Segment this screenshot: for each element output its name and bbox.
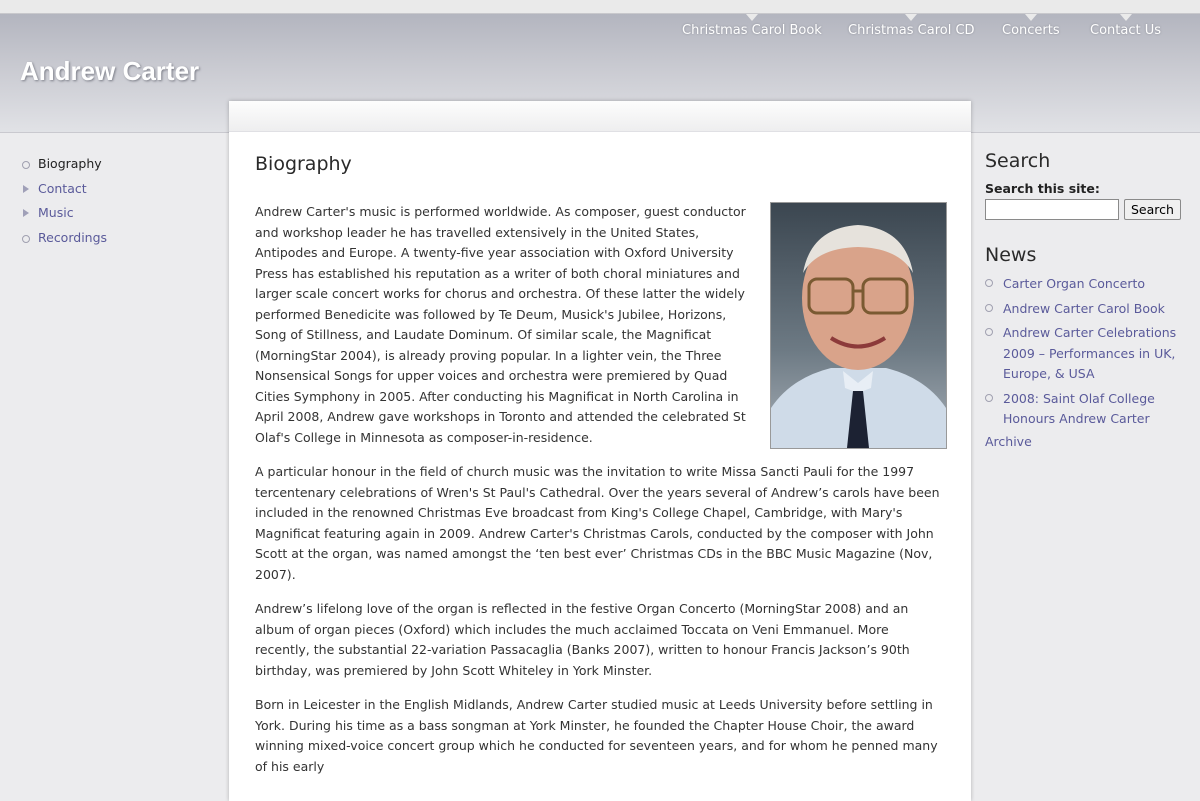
sidebar-item-music[interactable] [22, 205, 107, 230]
search-label: Search this site: [985, 181, 1100, 196]
sidebar-item-label: Biography [38, 156, 102, 171]
sidebar-item-label: Music [38, 205, 74, 220]
nav-contact-us[interactable] [1090, 23, 1161, 38]
content-top-bar [229, 101, 971, 132]
triangle-bullet-icon [23, 209, 29, 217]
news-item[interactable] [985, 389, 1190, 430]
sidebar-item-label: Recordings [38, 229, 108, 245]
paragraph: Andrew’s lifelong love of the organ is reflected in the festive Organ Concerto (MorningStar 2008) and an album of organ pieces (Oxford) which includes the much acclaimed Toccata on Veni Emmanuel. More recently, the substantial 22-variation Passacaglia (Banks 2007), written to honour Francis Jackson’s 90th birthday, was premiered by John Scott Whiteley in York Minster. [255, 601, 910, 678]
search-input[interactable] [985, 199, 1119, 220]
paragraph: Andrew Carter's music is performed worldwide. As composer, guest conductor and workshop leader he has travelled extensively in the United States, Antipodes and Europe. A twenty-five year association with Oxford University Press has established his reputation as a writer of both choral miniatures and larger scale concert works for chorus and orchestra. Of these latter the widely performed Benedicite was followed by Te Deum, Musick's Jubilee, Horizons, Song of Stillness, and Laudate Dominum. Of similar scale, the Magnificat (MorningStar 2004), is already proving popular. In a lighter vein, the Three Nonsensical Songs for upper voices and orchestra were premiered by Quad Cities Symphony in 2005. After conducting his Magnificat in North Carolina in April 2008, Andrew gave workshops in Toronto and attended the celebrated St Olaf's College in Minnesota as composer-in-residence. [255, 204, 746, 445]
nav-label: Concerts [1002, 23, 1060, 38]
nav-label: Contact Us [1090, 23, 1161, 38]
news-link[interactable]: Andrew Carter Celebrations 2009 – Performances in UK, Europe, & USA [1003, 325, 1177, 381]
news-item[interactable] [985, 323, 1190, 385]
news-list [985, 274, 1190, 430]
circle-bullet-icon [985, 279, 993, 287]
sidebar-item-contact[interactable] [22, 181, 107, 206]
top-strip [0, 0, 1200, 14]
nav-label: Christmas Carol Book [682, 23, 822, 38]
sidebar-item-recordings[interactable] [22, 230, 107, 255]
news-link[interactable]: Andrew Carter Carol Book [1003, 300, 1165, 316]
main-content [229, 101, 971, 801]
circle-bullet-icon [22, 161, 30, 169]
circle-bullet-icon [22, 235, 30, 243]
circle-bullet-icon [985, 304, 993, 312]
circle-bullet-icon [985, 328, 993, 336]
site-title[interactable]: Andrew Carter [20, 56, 200, 86]
news-item[interactable] [985, 274, 1190, 295]
news-link[interactable]: 2008: Saint Olaf College Honours Andrew Carter [1003, 390, 1155, 426]
nav-christmas-carol-book[interactable] [682, 23, 822, 38]
circle-bullet-icon [985, 394, 993, 402]
nav-concerts[interactable] [1002, 23, 1060, 38]
nav-notch-icon [1025, 14, 1037, 21]
triangle-bullet-icon [23, 185, 29, 193]
search-heading: Search [985, 150, 1051, 172]
article-body [255, 202, 955, 791]
nav-notch-icon [746, 14, 758, 21]
news-heading: News [985, 244, 1037, 266]
sidebar-right [985, 150, 1190, 449]
news-item[interactable] [985, 299, 1190, 320]
nav-label: Christmas Carol CD [848, 23, 975, 38]
search-button[interactable]: Search [1124, 199, 1181, 220]
sidebar-nav [22, 156, 107, 254]
paragraph: A particular honour in the field of church music was the invitation to write Missa Sancti Pauli for the 1997 tercentenary celebrations of Wren's St Paul's Cathedral. Over the years several of Andrew’s carols have been included in the renowned Christmas Eve broadcast from King's College Chapel, Cambridge, with Mary's Magnificat featuring again in 2009. Andrew Carter's Christmas Carols, conducted by the composer with John Scott at the organ, was named amongst the ‘ten best ever’ Christmas CDs in the BBC Music Magazine (Nov, 2007). [255, 464, 940, 582]
news-link[interactable]: Carter Organ Concerto [1003, 276, 1146, 291]
sidebar-item-label: Contact [38, 180, 87, 196]
nav-notch-icon [905, 14, 917, 21]
search-form [985, 199, 1190, 220]
paragraph: Born in Leicester in the English Midlands, Andrew Carter studied music at Leeds University before settling in York. During his time as a bass songman at York Minster, he founded the Chapter House Choir, the award winning mixed-voice concert group which he conducted for seventeen years, and for whom he penned many of his early [255, 697, 938, 774]
archive-link[interactable]: Archive [985, 433, 1032, 449]
nav-christmas-carol-cd[interactable] [848, 23, 975, 38]
nav-notch-icon [1120, 14, 1132, 21]
page-title: Biography [255, 153, 352, 175]
sidebar-item-biography[interactable] [22, 156, 107, 181]
